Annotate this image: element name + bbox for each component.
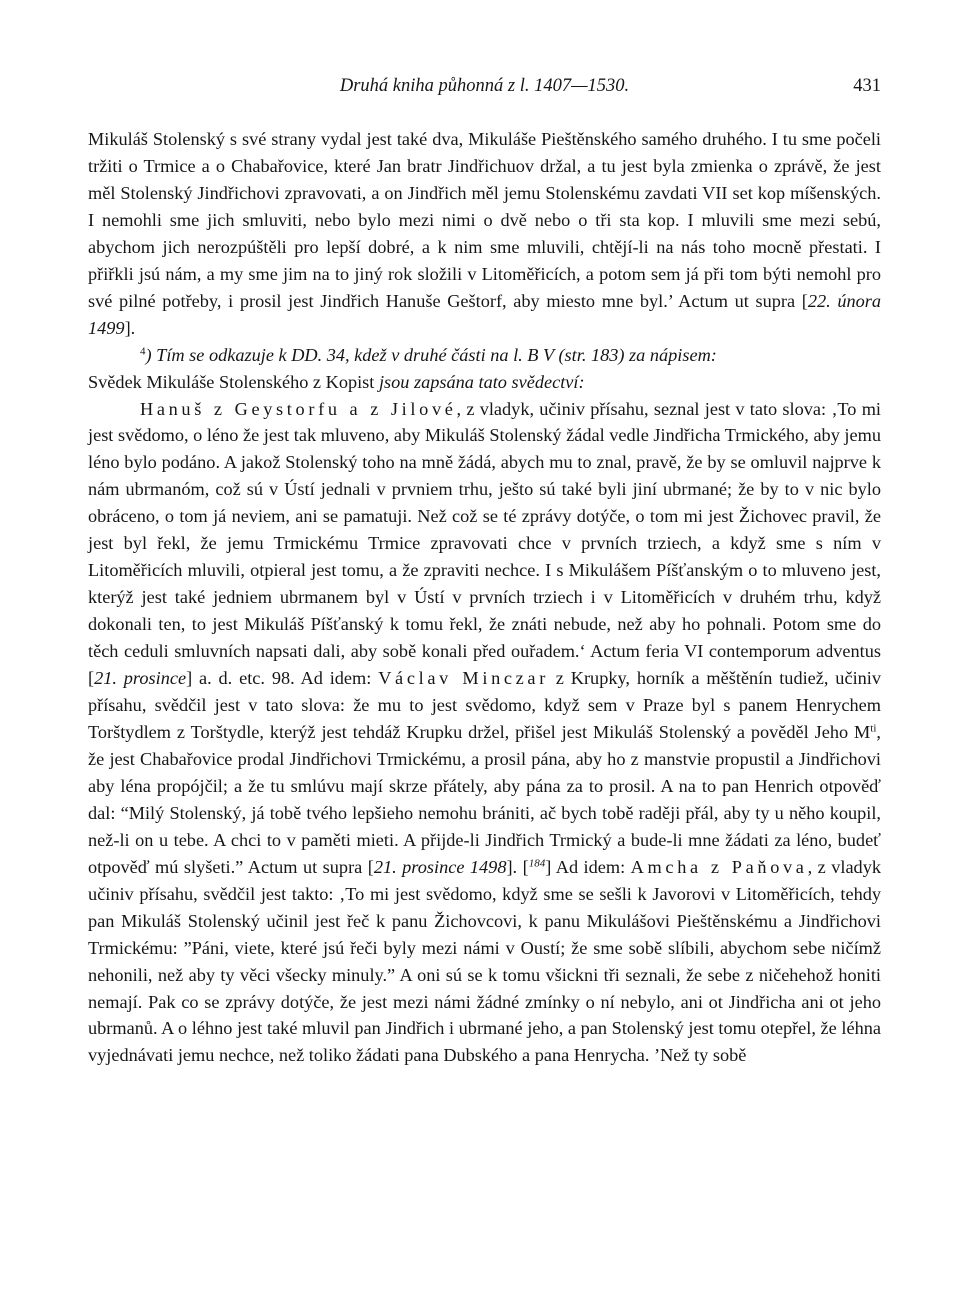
paragraph-2 — [88, 369, 881, 396]
paragraph-3 — [88, 396, 881, 1070]
text-run: Mikuláš Stolenský s své strany vydal jest také dva, Mikuláše Pieštěnského samého druhého. I tu sme počeli tržiti o Trmice a o Chabařovice, které Jan bratr Jindřichuov držal, a tu jest byla zmienka o zprávě, že jest měl Stolenský Jindřichovi zpravovati, a on Jindřich měl jemu Stolenskému zavdati VII set kop míšenských. I nemohli sme jich smluviti, nebo bylo mezi nimi o dvě nebo o tři sta kop. I mluvili sme mezi sebú, abychom jich nerozpúštěli pro lepší dobré, a k nim sme mluvili, chtějí-li na nás toho mocně přestati. I přiřkli jsú nám, a my sme jim na to jiný rok složili v Litoměřicích, a potom sem já při tom býti nemohl pro své pilné potřeby, i prosil jest Jindřich Hanuše Geštorf, aby miesto mne byl.’ Actum ut supra — [88, 129, 881, 311]
text-run: z Krupky, horník a měštěnín tudiež, učiniv přísahu, svědčil jest v tato slova: že mu to jest svědomo, když sem v Praze byl s panem Henrychem Torštydlem z Torštydle, kterýž jest tehdáž Krupku držel, přišel jest Mikuláš Stolenský a pověděl Jeho M — [88, 668, 882, 742]
text-run: ]. — [124, 317, 136, 338]
footnote-paragraph — [88, 342, 881, 369]
text-run: ] Ad idem: — [545, 856, 631, 877]
text-run: ] a. d. etc. 98. Ad idem: — [186, 668, 379, 689]
footnote-marker: 4 — [140, 345, 146, 358]
running-header — [88, 70, 881, 106]
paragraph-1 — [88, 126, 881, 342]
date-italic: 21. prosince — [94, 668, 187, 689]
text-italic: jsou zapsána tato svědectví: — [378, 371, 585, 392]
text-run: , z vladyk učiniv přísahu, svědčil jest takto: ‚To mi jest svědomo, když sme se sešli k Javorovi v Litoměřicích, tehdy pan Mikuláš Stolenský učinil jest řeč k panu Žichovcovi, k panu Mikulášovi Pieštěnskému a Jindřichovi Trmickému: ”Páni, viete, které jsú řeči byly mezi námi v Oustí; že sme sobě slíbili, abychom sebe ničímž nehonili, než aby ty věci všecky minuly.” A oni sú se k tomu všickni tři seznali, že sebe z ničehehož honiti nemají. Pak co se zprávy dotýče, že jest mezi námi žádné zmínky o ní nebylo, ani ot Jindřicha ani ot jeho ubrmanů. A o léhno jest také mluvil pan Jindřich i ubrmané jeho, a pan Stolenský jest tomu otepřel, že léhna vyjednávati jemu nechce, než toliko žádati pana Dubského a pana Henrycha. ’Než ty sobě — [88, 856, 881, 1066]
page-number: 431 — [853, 76, 881, 96]
running-title: Druhá kniha půhonná z l. 1407—1530. — [339, 76, 630, 96]
date-italic: 21. prosince 1498 — [373, 856, 507, 877]
text-run: Svědek Mikuláše Stolenského z Kopist — [88, 371, 379, 392]
person-name: Václav Minczar — [378, 668, 549, 689]
body-text — [88, 126, 881, 1069]
text-run: [ — [801, 290, 808, 311]
text-run: ]. [ — [506, 856, 529, 877]
person-name: Amcha z Paňova — [630, 856, 808, 877]
text-run: , že jest Chabařovice prodal Jindřichovi Trmickému, a prosil pána, aby ho z manstvie propustil a Jindřichovi aby léna propójčil; a že tu smlúvu mají skrze přátely, aby pána za to prosil. A na to pan Henrich otpověď dal: “Milý Stolenský, já tobě tvého lepšieho nemohu brániti, ač bych tobě raději přál, aby ty u něho koupil, než-li on u tebe. A chci to v paměti mieti. A přijde-li Jindřich Trmický a bude-li mne žádati za léno, budeť otpověď mú slyšeti.” Actum ut supra [ — [88, 721, 881, 877]
date-italic: 22. února 1499 — [88, 290, 881, 338]
person-name: Hanuš z Geystorfu a z Jilové — [140, 398, 457, 419]
page-marker: 184 — [528, 857, 546, 870]
text-run: , z vladyk, učiniv přísahu, seznal jest v tato slova: ‚To mi jest svědomo, o léno že jest tak mluveno, aby Mikuláš Stolenský žádal vedle Jindřicha Trmického, aby jemu léno bylo podáno. A jakož Stolenský toho na mně žádá, abych mu to znal, pravě, že by se omluvil najprve k nám ubrmanóm, což sú v Ústí jednali v prvniem trhu, ješto sú také byli jiní ubrmané; že by to v nic bylo obráceno, o tom já neviem, ani se pamatuji. Než což se té zprávy dotýče, o tom mi jest Žichovec pravil, že jest byl řekl, že jemu Trmickému Trmice zpravovati chce v prvních trziech, a když sme s ním v Litoměřicích mluvili, otpieral jest tomu, a že zpraviti nechce. I s Mikulášem Píšťanským o to mluveno jest, kterýž jest také jedniem ubrmanem byl v Ústí v prvních trziech i v Litoměřicích v druhém trhu, když dokonali ten, to jest Mikuláš Píšťanský k tomu řekl, že znáti nebude, než aby ho pohnali. Potom sme do těch ceduli smluvních napsati dali, aby sobě konali před ouřadem.‘ Actum feria VI contemporum adventus [ — [88, 398, 881, 689]
footnote-text: ) Tím se odkazuje k DD. 34, kdež v druhé části na l. B V (str. 183) za nápisem: — [145, 344, 717, 365]
document-page — [88, 70, 881, 1069]
superscript: ti — [870, 722, 877, 735]
